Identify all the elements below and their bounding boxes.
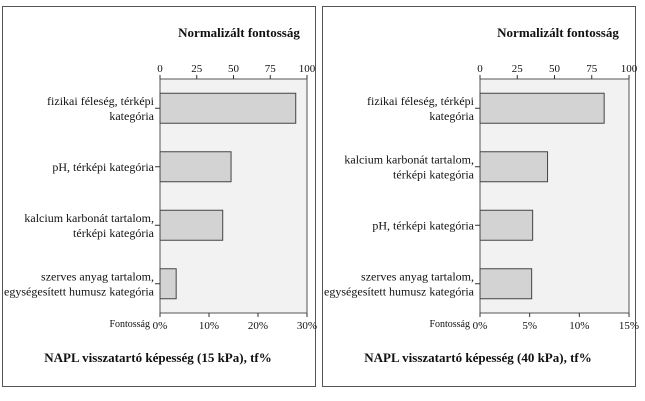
- bottom-axis-label: Fontosság: [429, 319, 470, 330]
- top-axis-tick-label: 50: [228, 63, 239, 75]
- category-label: térképi kategória: [73, 225, 154, 240]
- top-axis-tick-label: 0: [157, 63, 163, 75]
- category-label: szerves anyag tartalom,: [41, 269, 154, 284]
- top-axis-tick-label: 0: [477, 63, 483, 75]
- chart-title: NAPL visszatartó képesség (15 kPa), tf%: [44, 350, 272, 365]
- bottom-axis-tick-label: 0%: [152, 320, 168, 332]
- bar: [160, 210, 223, 240]
- bar: [480, 152, 548, 182]
- category-label: kategória: [429, 108, 474, 123]
- top-axis-tick-label: 100: [620, 63, 638, 75]
- top-axis-tick-label: 25: [191, 63, 203, 75]
- category-label: térképi kategória: [393, 167, 474, 182]
- bottom-axis-label: Fontosság: [109, 319, 150, 330]
- bottom-axis-tick-label: 5%: [522, 320, 538, 332]
- category-label: fizikai féleség, térképi: [47, 93, 154, 108]
- bar: [160, 152, 231, 182]
- category-label: kalcium karbonát tartalom,: [24, 210, 154, 225]
- bar: [160, 269, 176, 299]
- bottom-axis-tick-label: 10%: [198, 320, 220, 332]
- bar: [480, 269, 532, 299]
- bar: [480, 93, 604, 123]
- chart-title: NAPL visszatartó képesség (40 kPa), tf%: [364, 350, 592, 365]
- top-axis-label: Normalizált fontosság: [497, 25, 619, 40]
- top-axis-tick-label: 50: [549, 63, 560, 75]
- bottom-axis-tick-label: 10%: [569, 320, 590, 332]
- top-axis-label: Normalizált fontosság: [178, 25, 300, 40]
- category-label: fizikai féleség, térképi: [367, 93, 474, 108]
- top-axis-tick-label: 75: [586, 63, 598, 75]
- bottom-axis-tick-label: 20%: [247, 320, 269, 332]
- category-label: szerves anyag tartalom,: [361, 269, 474, 284]
- top-axis-tick-label: 75: [264, 63, 276, 75]
- category-label: egységesített humusz kategória: [4, 284, 154, 299]
- bottom-axis-tick-label: 30%: [296, 320, 318, 332]
- chart-panel-40kpa: [322, 6, 640, 387]
- chart-40kpa: [323, 7, 640, 388]
- bottom-axis-tick-label: 0%: [472, 320, 488, 332]
- category-label: kategória: [109, 108, 154, 123]
- chart-15kpa: [3, 7, 317, 388]
- category-label: pH, térképi kategória: [52, 159, 154, 174]
- category-label: kalcium karbonát tartalom,: [344, 152, 474, 167]
- category-label: egységesített humusz kategória: [324, 284, 474, 299]
- bottom-axis-tick-label: 15%: [618, 320, 640, 332]
- chart-panel-15kpa: [2, 6, 316, 387]
- top-axis-tick-label: 100: [298, 63, 316, 75]
- bar: [480, 210, 533, 240]
- category-label: pH, térképi kategória: [372, 218, 474, 233]
- bar: [160, 93, 296, 123]
- top-axis-tick-label: 25: [511, 63, 523, 75]
